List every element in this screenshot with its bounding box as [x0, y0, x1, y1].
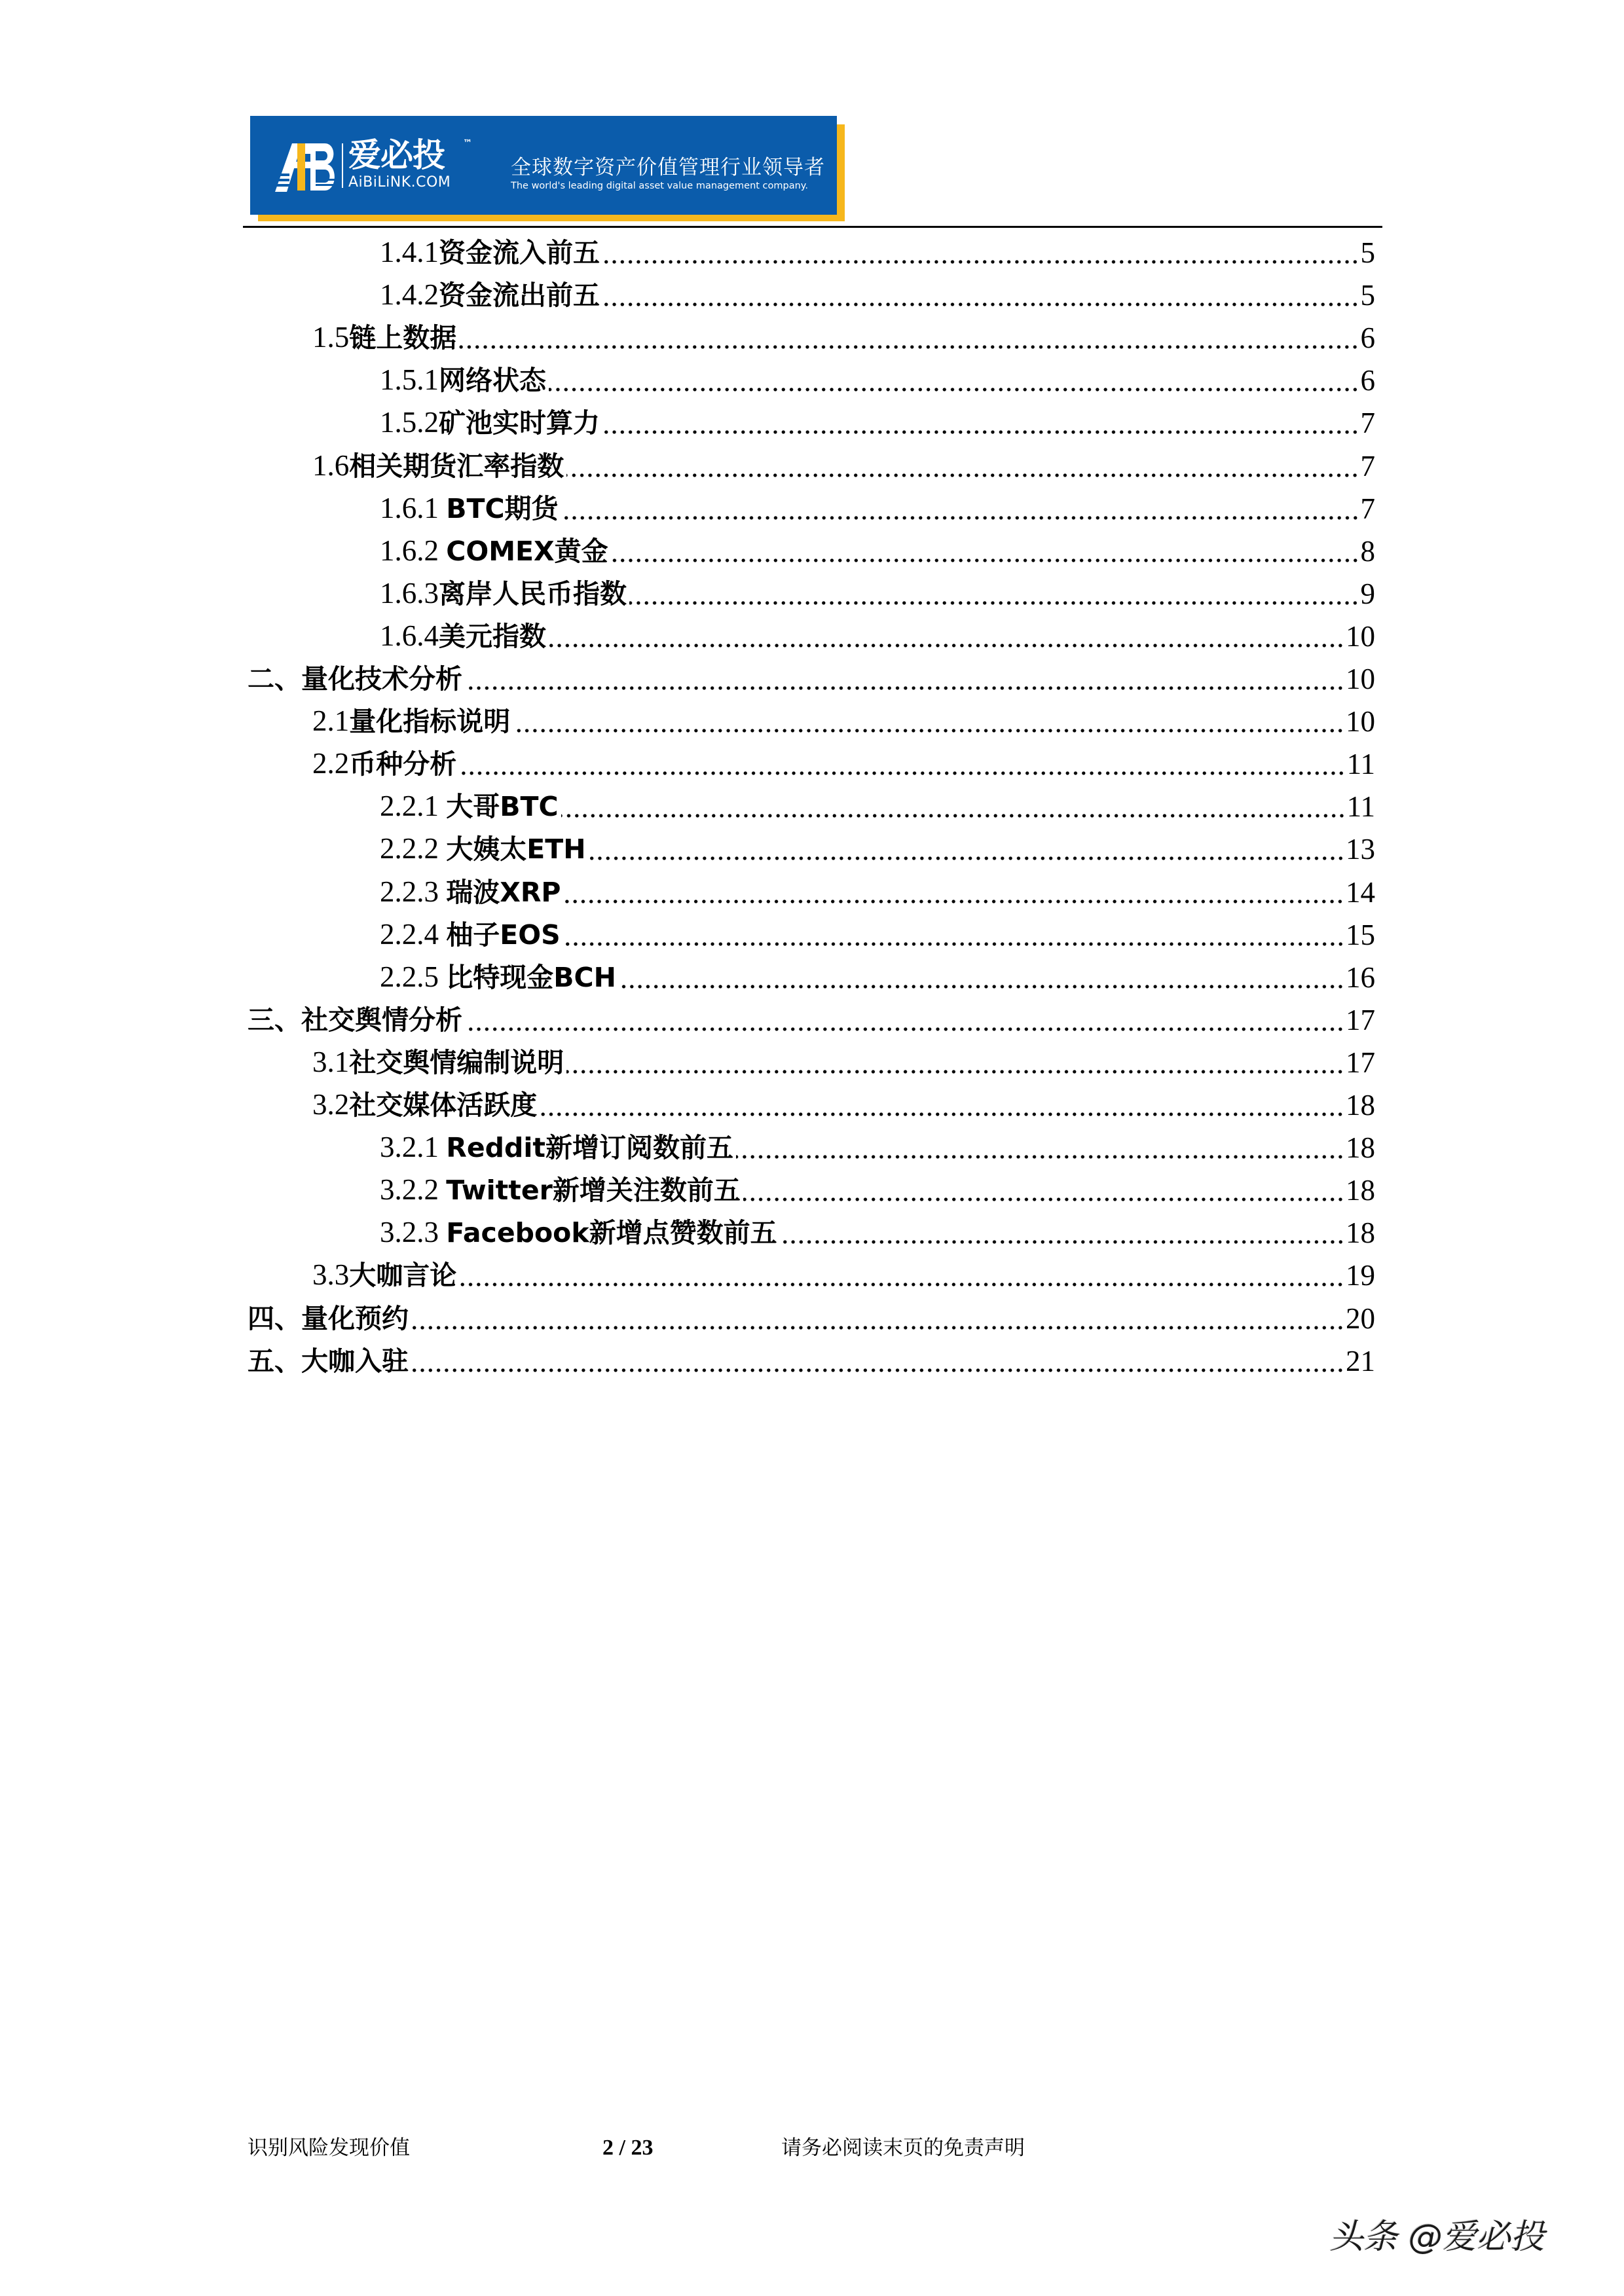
toc-entry-page: 20 [1346, 1302, 1375, 1335]
toc-dot-leader [459, 1283, 1344, 1286]
toc-entry[interactable] [248, 656, 1375, 699]
toc-entry[interactable] [380, 1210, 1375, 1252]
toc-entry-page: 10 [1346, 705, 1375, 738]
toc-entry-number: 3.2.1 [380, 1131, 447, 1164]
toc-entry-title [312, 1045, 564, 1082]
toc-entry-label: 量化预约 [301, 1302, 409, 1334]
toc-dot-leader [566, 1070, 1344, 1074]
footer-slogan: 识别风险发现价值 [248, 2136, 410, 2160]
toc-entry-page: 5 [1360, 236, 1375, 269]
toc-dot-leader [549, 644, 1344, 647]
toc-entry-page: 8 [1360, 534, 1375, 568]
toc-entry[interactable] [380, 400, 1375, 443]
toc-entry-label: 大姨太ETH [446, 833, 586, 866]
toc-entry[interactable] [248, 1296, 1375, 1338]
toc-entry-label: 链上数据 [349, 322, 457, 354]
toc-entry[interactable] [248, 997, 1375, 1040]
toc-dot-leader [549, 388, 1359, 392]
toc-entry-page: 17 [1346, 1046, 1375, 1079]
toc-entry-number: 1.6.4 [380, 619, 439, 652]
toc-dot-leader [602, 302, 1359, 306]
toc-entry-number: 1.6.2 [380, 534, 447, 567]
toc-entry-label: Twitter新增关注数前五 [446, 1175, 741, 1207]
toc-entry-label: 相关期货汇率指数 [349, 450, 564, 482]
toc-entry-label: 网络状态 [439, 365, 546, 397]
toc-entry-label: 币种分析 [349, 748, 457, 780]
toc-entry-label: 资金流入前五 [439, 237, 600, 268]
toc-entry[interactable] [312, 1252, 1375, 1295]
toc-entry[interactable] [380, 571, 1375, 613]
toc-entry-title [380, 917, 561, 955]
toutiao-watermark: 头条 @爱必投 [1329, 2217, 1545, 2257]
toc-entry-page: 6 [1360, 321, 1375, 355]
toc-entry-page: 16 [1346, 960, 1375, 994]
toc-entry-number: 1.6.3 [380, 576, 439, 610]
toc-entry-number: 2.2.2 [380, 832, 447, 866]
toc-entry-number: 3.2 [312, 1088, 350, 1121]
toc-entry-number: 3.2.3 [380, 1216, 447, 1249]
toc-entry-number: 2.1 [312, 704, 350, 738]
toc-entry-number: 3.3 [312, 1258, 350, 1292]
toc-dot-leader [602, 430, 1359, 434]
toc-entry-page: 11 [1346, 748, 1375, 781]
toc-entry-title [312, 1258, 456, 1295]
toc-entry-label: 社交舆情分析 [301, 1004, 462, 1036]
toc-dot-leader [743, 1197, 1344, 1201]
footer-disclaimer-note [781, 2133, 1025, 2163]
toc-entry-label: 社交舆情编制说明 [349, 1046, 564, 1078]
aibilink-logo-icon [272, 141, 338, 192]
toc-entry-page: 18 [1346, 1216, 1375, 1250]
toc-dot-leader [411, 1326, 1344, 1330]
toc-entry-label: Facebook新增点赞数前五 [446, 1217, 777, 1249]
toc-entry-number: 3.1 [312, 1045, 350, 1078]
toc-entry-title [380, 1130, 733, 1167]
toc-entry-page: 13 [1346, 833, 1375, 866]
toc-entry-number: 2.2.4 [380, 917, 447, 951]
toc-entry-page: 7 [1360, 407, 1375, 440]
toc-entry-title [248, 1301, 409, 1338]
toc-entry-number: 1.5.2 [380, 406, 439, 439]
toc-entry-number: 1.4.2 [380, 278, 439, 312]
toc-entry-title [248, 1002, 462, 1040]
toc-entry-title [312, 704, 510, 741]
toc-entry-title [380, 576, 627, 613]
toc-entry-title [380, 960, 616, 997]
toc-entry-label: 大哥BTC [446, 791, 559, 823]
toc-entry-number: 1.6.1 [380, 491, 447, 524]
toc-entry[interactable] [380, 784, 1375, 826]
toc-dot-leader [411, 1368, 1344, 1372]
toc-entry-title [380, 235, 600, 272]
toc-entry-page: 5 [1360, 279, 1375, 312]
toc-dot-leader [465, 1027, 1344, 1031]
toc-entry[interactable] [380, 955, 1375, 997]
toc-entry-number: 1.6 [312, 448, 350, 482]
toc-entry-label: 离岸人民币指数 [439, 577, 627, 610]
toc-entry-page: 15 [1346, 918, 1375, 951]
toc-dot-leader [561, 814, 1346, 818]
toc-entry-page: 21 [1346, 1344, 1375, 1377]
toc-entry[interactable] [380, 230, 1375, 272]
trademark-symbol: ™ [463, 138, 472, 149]
toc-entry-page: 18 [1346, 1174, 1375, 1207]
toc-entry-title [380, 491, 559, 528]
toc-entry-title [380, 534, 608, 571]
toc-entry-page: 10 [1346, 663, 1375, 695]
toc-entry-page: 7 [1360, 492, 1375, 525]
toc-entry-label: 大咖言论 [349, 1260, 457, 1292]
toc-entry-label: 大咖入驻 [301, 1345, 409, 1377]
toc-entry-title [380, 1215, 777, 1252]
toc-entry-number: 1.5.1 [380, 363, 439, 397]
toc-entry-number: 2.2.3 [380, 875, 447, 908]
toc-entry-title [380, 619, 546, 656]
toc-entry-title [380, 789, 559, 826]
toc-dot-leader [459, 345, 1359, 349]
toc-entry[interactable] [312, 741, 1375, 784]
toc-dot-leader [629, 601, 1359, 605]
toc-dot-leader [563, 942, 1344, 946]
header-divider [243, 226, 1382, 228]
toc-dot-leader [780, 1240, 1344, 1244]
toc-entry-label: 美元指数 [439, 620, 546, 652]
toc-entry-number: 2.2 [312, 747, 350, 780]
toc-dot-leader [566, 473, 1359, 477]
toc-dot-leader [602, 260, 1359, 264]
toc-entry[interactable] [380, 1167, 1375, 1210]
tagline-en: The world's leading digital asset value management company. [511, 181, 808, 191]
toc-dot-leader [563, 900, 1344, 903]
logo-divider [342, 143, 343, 188]
toc-dot-leader [465, 686, 1344, 690]
toc-entry-label: 社交媒体活跃度 [349, 1089, 538, 1121]
brand-domain: AiBiLiNK.COM [348, 174, 451, 191]
toc-dot-leader [589, 856, 1344, 860]
toc-entry-title [380, 1173, 741, 1210]
toc-entry[interactable] [312, 1040, 1375, 1082]
toc-entry-number: 二、 [248, 663, 301, 695]
toc-dot-leader [513, 729, 1344, 733]
toc-entry[interactable] [312, 443, 1375, 486]
toc-dot-leader [736, 1155, 1344, 1159]
toc-entry-number: 1.5 [312, 321, 350, 354]
toc-entry[interactable] [380, 912, 1375, 955]
toc-entry-label: 资金流出前五 [439, 280, 600, 312]
toc-entry-page: 6 [1360, 364, 1375, 397]
toc-entry-title [312, 1087, 537, 1125]
footer-disclaimer-text: 请务必阅读末页的免责声明 [781, 2136, 1025, 2160]
toc-entry[interactable] [380, 486, 1375, 528]
toc-entry-label: 柚子EOS [446, 919, 561, 951]
toc-entry-label: 比特现金BCH [446, 961, 616, 993]
toc-entry-page: 17 [1346, 1003, 1375, 1036]
toc-entry-page: 7 [1360, 449, 1375, 483]
toc-entry-title [380, 278, 600, 315]
toc-entry[interactable] [380, 1125, 1375, 1167]
toc-entry[interactable] [248, 1338, 1375, 1381]
toc-entry-title [248, 661, 462, 699]
toc-entry-page: 11 [1346, 790, 1375, 824]
toc-entry[interactable] [312, 315, 1375, 357]
toc-entry[interactable] [380, 528, 1375, 571]
toc-entry-title [380, 831, 586, 869]
toc-entry-title [248, 1343, 409, 1381]
toc-entry[interactable] [380, 826, 1375, 869]
toc-entry-number: 2.2.1 [380, 790, 447, 823]
toc-entry[interactable] [380, 357, 1375, 400]
logo-banner [250, 116, 837, 215]
toc-entry-page: 18 [1346, 1131, 1375, 1165]
toc-dot-leader [540, 1112, 1344, 1116]
toc-entry-number: 1.4.1 [380, 236, 439, 268]
toc-entry[interactable] [380, 272, 1375, 315]
page-footer [0, 2133, 1624, 2163]
toc-entry[interactable] [312, 1082, 1375, 1125]
toc-entry-label: BTC期货 [446, 492, 559, 524]
toc-entry-title [312, 448, 564, 486]
toc-entry-title [312, 746, 456, 784]
toc-entry-title [312, 320, 456, 357]
toc-entry-number: 3.2.2 [380, 1173, 447, 1207]
toc-entry-title [380, 405, 600, 443]
toc-dot-leader [459, 771, 1345, 775]
tagline-cn: 全球数字资产价值管理行业领导者 [511, 156, 825, 179]
toc-entry-number: 三、 [248, 1004, 301, 1036]
toc-entry-number: 四、 [248, 1302, 301, 1334]
toc-entry-page: 10 [1346, 619, 1375, 653]
toc-entry[interactable] [380, 613, 1375, 656]
toc-entry-label: 量化指标说明 [349, 706, 511, 738]
brand-name-cn: 爱必投 [348, 136, 445, 174]
toc-entry-page: 9 [1360, 577, 1375, 610]
toc-entry-number: 2.2.5 [380, 960, 447, 993]
toc-entry[interactable] [312, 699, 1375, 741]
toc-dot-leader [561, 516, 1359, 520]
toc-entry-title [380, 875, 561, 912]
toc-entry-page: 18 [1346, 1089, 1375, 1121]
toc-entry-label: 瑞波XRP [446, 876, 561, 908]
toc-entry-page: 14 [1346, 875, 1375, 909]
toc-entry-number: 五、 [248, 1345, 301, 1377]
page-number: 2 / 23 [602, 2136, 654, 2160]
toc-entry-label: 量化技术分析 [301, 663, 462, 695]
toc-dot-leader [619, 985, 1344, 989]
toc-dot-leader [611, 558, 1359, 562]
toc-entry-label: 矿池实时算力 [439, 407, 600, 439]
toc-entry-label: Reddit新增订阅数前五 [446, 1132, 733, 1164]
toc-entry-page: 19 [1346, 1259, 1375, 1292]
toc-entry-title [380, 363, 546, 400]
toc-entry[interactable] [380, 869, 1375, 912]
toc-entry-label: COMEX黄金 [446, 535, 608, 567]
